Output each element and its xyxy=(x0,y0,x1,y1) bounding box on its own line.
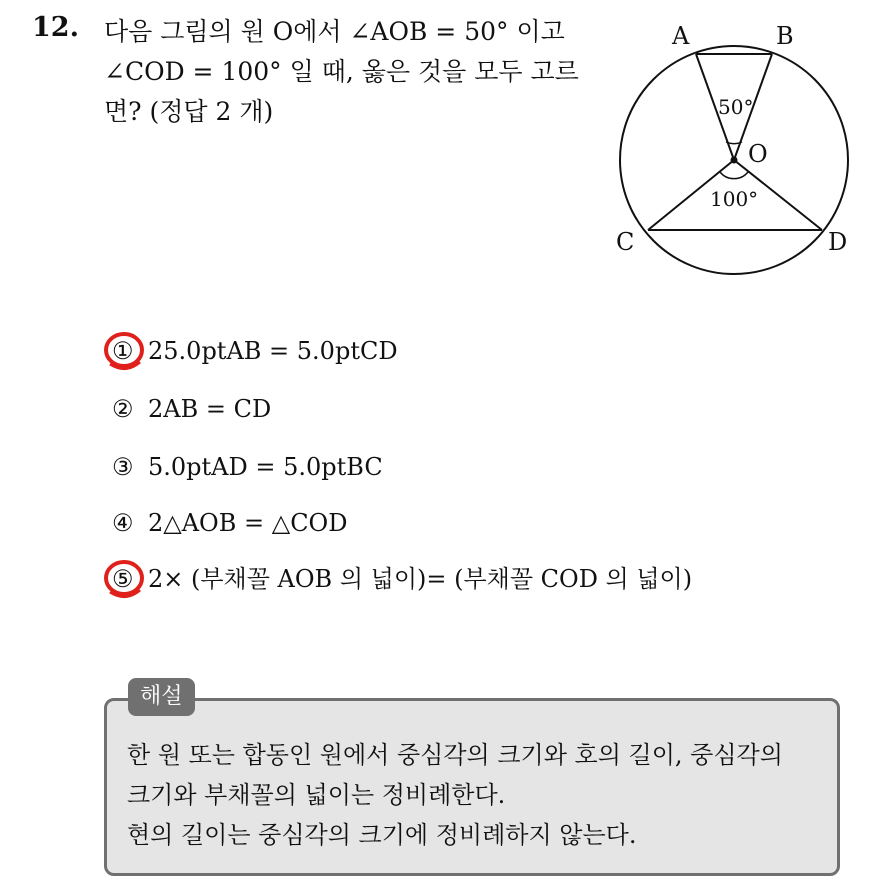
choice-5[interactable] xyxy=(112,564,692,594)
choice-2-mark: ② xyxy=(112,395,134,423)
choice-1[interactable] xyxy=(112,336,398,366)
choice-1-text: 25.0ptAB = 5.0ptCD xyxy=(148,337,398,365)
choice-2-text: 2AB = CD xyxy=(148,395,272,423)
choice-1-mark: ① xyxy=(112,337,134,365)
choice-5-mark: ⑤ xyxy=(112,565,134,593)
explanation-line-2: 크기와 부채꼴의 넓이는 정비례한다. xyxy=(127,781,506,809)
label-b: B xyxy=(776,22,794,50)
choice-5-text: 2× (부채꼴 AOB 의 넓이)= (부채꼴 COD 의 넓이) xyxy=(148,565,693,593)
choice-3[interactable] xyxy=(112,452,383,482)
angle-arc-bottom xyxy=(720,172,748,179)
label-a: A xyxy=(672,22,690,50)
label-d: D xyxy=(828,228,848,256)
choice-3-mark: ③ xyxy=(112,453,134,481)
choice-4[interactable] xyxy=(112,508,347,538)
explanation-tag: 해설 xyxy=(128,678,195,716)
label-angle-100: 100° xyxy=(710,187,759,211)
label-o: O xyxy=(748,140,768,168)
angle-arc-top xyxy=(726,142,742,144)
explanation-line-1: 한 원 또는 합동인 원에서 중심각의 크기와 호의 길이, 중심각의 xyxy=(127,741,783,769)
choice-2[interactable] xyxy=(112,394,271,424)
circle-figure xyxy=(600,10,860,280)
explanation-line-3: 현의 길이는 중심각의 크기에 정비례하지 않는다. xyxy=(127,821,637,849)
center-point xyxy=(731,157,738,164)
question-number: 12. xyxy=(32,12,79,43)
choice-4-mark: ④ xyxy=(112,509,134,537)
label-angle-50: 50° xyxy=(718,95,754,119)
selected-circle-icon-1 xyxy=(100,328,148,374)
explanation-box xyxy=(104,698,840,876)
question-text: 다음 그림의 원 O에서 ∠AOB = 50° 이고 ∠COD = 100° 일 때, 옳은 것을 모두 고르면? (정답 2 개) xyxy=(104,17,579,126)
selected-circle-icon-5 xyxy=(100,556,148,602)
choice-3-text: 5.0ptAD = 5.0ptBC xyxy=(148,453,383,481)
label-c: C xyxy=(616,228,635,256)
choice-4-text: 2△AOB = △COD xyxy=(148,509,348,537)
